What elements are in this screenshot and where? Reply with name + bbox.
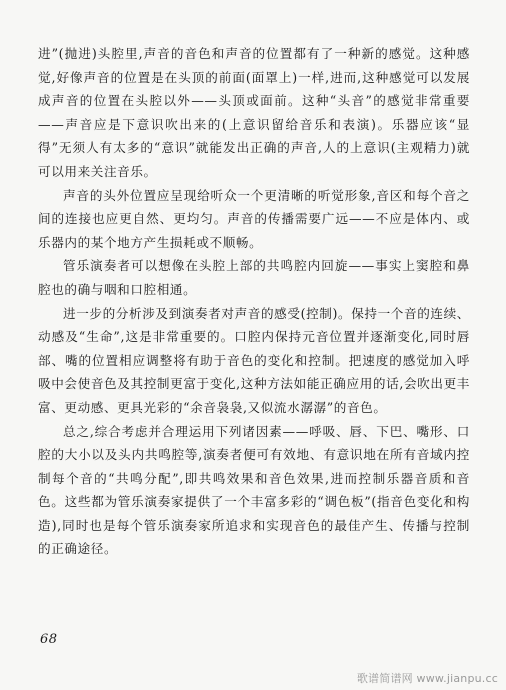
site-watermark: 歌谱简谱网 www.jianpu.cc [356, 672, 498, 685]
paragraph: 管乐演奏者可以想像在头腔上部的共鸣腔内回旋——事实上窦腔和鼻腔也的确与咽和口腔相通。 [38, 258, 470, 297]
page-number: 68 [40, 632, 58, 647]
paragraph: 声音的头外位置应呈现给听众一个更清晰的听觉形象,音区和每个音之间的连接也应更自然、更均匀。声音的传播需要广远——不应是体内、或乐器内的某个地方产生损耗或不顺畅。 [38, 187, 470, 250]
paragraph-continuation: 进”(抛进)头腔里,声音的音色和声音的位置都有了一种新的感觉。这种感觉,好像声音的位置是在头顶的前面(面罩上)一样,进而,这种感觉可以发展成声音的位置在头腔以外——头顶或面前。这种“头音”的感觉非常重要——声音应是下意识吹出来的(上意识留给音乐和表演)。乐器应该“显得”无须人有太多的“意识”就能发出正确的声音,人的上意识(主观精力)就可以用来关注音乐。 [38, 46, 470, 179]
body-text [38, 42, 470, 561]
paragraph: 进一步的分析涉及到演奏者对声音的感受(控制)。保持一个音的连续、动感及“生命”,这是非常重要的。口腔内保持元音位置并逐渐变化,同时唇部、嘴的位置相应调整将有助于音色的变化和控制。把速度的感觉加入呼吸中会使音色及其控制更富于变化,这种方法如能正确应用的话,会吹出更丰富、更动感、更具光彩的“余音袅袅,又似流水潺潺”的音色。 [38, 305, 470, 415]
paragraph: 总之,综合考虑并合理运用下列诸因素——呼吸、唇、下巴、嘴形、口腔的大小以及头内共鸣腔等,演奏者便可有效地、有意识地在所有音域内控制每个音的“共鸣分配”,即共鸣效果和音色效果,进而控制乐器音质和音色。这些都为管乐演奏家提供了一个丰富多彩的“调色板”(指音色变化和构造),同时也是每个管乐演奏家所追求和实现音色的最佳产生、传播与控制的正确途径。 [38, 423, 470, 557]
